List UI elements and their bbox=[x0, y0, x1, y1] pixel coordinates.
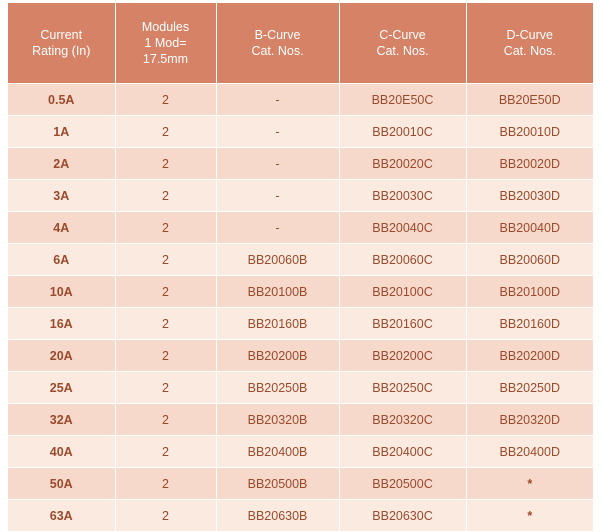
cell-modules: 2 bbox=[115, 404, 216, 436]
cell-current-rating: 32A bbox=[8, 404, 115, 436]
header-line: Modules bbox=[141, 20, 190, 34]
cell-current-rating: 6A bbox=[8, 244, 115, 276]
table-row bbox=[8, 212, 593, 244]
table-header-row bbox=[8, 3, 593, 84]
cell-d-curve: BB20E50D bbox=[466, 84, 593, 116]
cell-modules: 2 bbox=[115, 116, 216, 148]
header-line: Rating (In) bbox=[32, 44, 91, 58]
cell-c-curve: BB20020C bbox=[339, 148, 466, 180]
cell-modules: 2 bbox=[115, 212, 216, 244]
header-line: Cat. Nos. bbox=[376, 44, 429, 58]
cell-modules: 2 bbox=[115, 436, 216, 468]
header-line: Cat. Nos. bbox=[503, 44, 556, 58]
cell-modules: 2 bbox=[115, 148, 216, 180]
cell-d-curve: BB20040D bbox=[466, 212, 593, 244]
cell-d-curve: BB20030D bbox=[466, 180, 593, 212]
cell-b-curve: - bbox=[216, 148, 339, 180]
cell-b-curve: - bbox=[216, 116, 339, 148]
table-row bbox=[8, 500, 593, 532]
cell-b-curve: BB20630B bbox=[216, 500, 339, 532]
header-line: 17.5mm bbox=[142, 52, 189, 66]
cell-current-rating: 0.5A bbox=[8, 84, 115, 116]
cell-d-curve: BB20320D bbox=[466, 404, 593, 436]
cell-c-curve: BB20200C bbox=[339, 340, 466, 372]
table-body bbox=[8, 84, 593, 532]
cell-current-rating: 40A bbox=[8, 436, 115, 468]
cell-c-curve: BB20040C bbox=[339, 212, 466, 244]
header-line: B-Curve bbox=[254, 28, 301, 42]
table-row bbox=[8, 244, 593, 276]
cell-b-curve: - bbox=[216, 180, 339, 212]
header-line: D-Curve bbox=[506, 28, 554, 42]
cell-b-curve: BB20200B bbox=[216, 340, 339, 372]
cell-c-curve: BB20630C bbox=[339, 500, 466, 532]
cell-modules: 2 bbox=[115, 372, 216, 404]
cell-d-curve: * bbox=[466, 468, 593, 500]
cell-b-curve: BB20250B bbox=[216, 372, 339, 404]
column-header-b-curve bbox=[216, 3, 339, 84]
cell-b-curve: BB20500B bbox=[216, 468, 339, 500]
cell-current-rating: 16A bbox=[8, 308, 115, 340]
cell-current-rating: 2A bbox=[8, 148, 115, 180]
cell-current-rating: 1A bbox=[8, 116, 115, 148]
cell-modules: 2 bbox=[115, 276, 216, 308]
table-row bbox=[8, 180, 593, 212]
cell-current-rating: 20A bbox=[8, 340, 115, 372]
cell-modules: 2 bbox=[115, 308, 216, 340]
table-row bbox=[8, 372, 593, 404]
cell-modules: 2 bbox=[115, 340, 216, 372]
cell-c-curve: BB20500C bbox=[339, 468, 466, 500]
circuit-breaker-catalogue-table bbox=[8, 3, 593, 532]
cell-modules: 2 bbox=[115, 244, 216, 276]
table-row bbox=[8, 148, 593, 180]
table-row bbox=[8, 84, 593, 116]
cell-modules: 2 bbox=[115, 84, 216, 116]
column-header-modules bbox=[115, 3, 216, 84]
header-line: 1 Mod= bbox=[144, 36, 187, 50]
header-line: C-Curve bbox=[379, 28, 426, 42]
cell-c-curve: BB20100C bbox=[339, 276, 466, 308]
column-header-d-curve bbox=[466, 3, 593, 84]
cell-c-curve: BB20250C bbox=[339, 372, 466, 404]
cell-c-curve: BB20E50C bbox=[339, 84, 466, 116]
table-row bbox=[8, 308, 593, 340]
cell-modules: 2 bbox=[115, 500, 216, 532]
cell-current-rating: 10A bbox=[8, 276, 115, 308]
cell-b-curve: - bbox=[216, 212, 339, 244]
cell-d-curve: BB20060D bbox=[466, 244, 593, 276]
cell-current-rating: 4A bbox=[8, 212, 115, 244]
cell-modules: 2 bbox=[115, 468, 216, 500]
cell-d-curve: BB20160D bbox=[466, 308, 593, 340]
cell-d-curve: BB20010D bbox=[466, 116, 593, 148]
cell-c-curve: BB20010C bbox=[339, 116, 466, 148]
cell-c-curve: BB20060C bbox=[339, 244, 466, 276]
cell-current-rating: 3A bbox=[8, 180, 115, 212]
header-line: Current bbox=[40, 28, 83, 42]
cell-b-curve: - bbox=[216, 84, 339, 116]
cell-b-curve: BB20400B bbox=[216, 436, 339, 468]
table-header bbox=[8, 3, 593, 84]
header-line: Cat. Nos. bbox=[251, 44, 304, 58]
table-row bbox=[8, 404, 593, 436]
cell-d-curve: BB20250D bbox=[466, 372, 593, 404]
cell-c-curve: BB20400C bbox=[339, 436, 466, 468]
cell-current-rating: 25A bbox=[8, 372, 115, 404]
cell-b-curve: BB20160B bbox=[216, 308, 339, 340]
cell-d-curve: BB20100D bbox=[466, 276, 593, 308]
column-header-c-curve bbox=[339, 3, 466, 84]
table-row bbox=[8, 436, 593, 468]
cell-c-curve: BB20030C bbox=[339, 180, 466, 212]
table-row bbox=[8, 340, 593, 372]
cell-b-curve: BB20320B bbox=[216, 404, 339, 436]
cell-d-curve: BB20200D bbox=[466, 340, 593, 372]
cell-d-curve: BB20400D bbox=[466, 436, 593, 468]
cell-current-rating: 63A bbox=[8, 500, 115, 532]
cell-c-curve: BB20160C bbox=[339, 308, 466, 340]
cell-current-rating: 50A bbox=[8, 468, 115, 500]
cell-b-curve: BB20060B bbox=[216, 244, 339, 276]
cell-d-curve: * bbox=[466, 500, 593, 532]
cell-b-curve: BB20100B bbox=[216, 276, 339, 308]
cell-c-curve: BB20320C bbox=[339, 404, 466, 436]
cell-modules: 2 bbox=[115, 180, 216, 212]
table-row bbox=[8, 116, 593, 148]
column-header-current-rating bbox=[8, 3, 115, 84]
table-row bbox=[8, 468, 593, 500]
table-row bbox=[8, 276, 593, 308]
cell-d-curve: BB20020D bbox=[466, 148, 593, 180]
